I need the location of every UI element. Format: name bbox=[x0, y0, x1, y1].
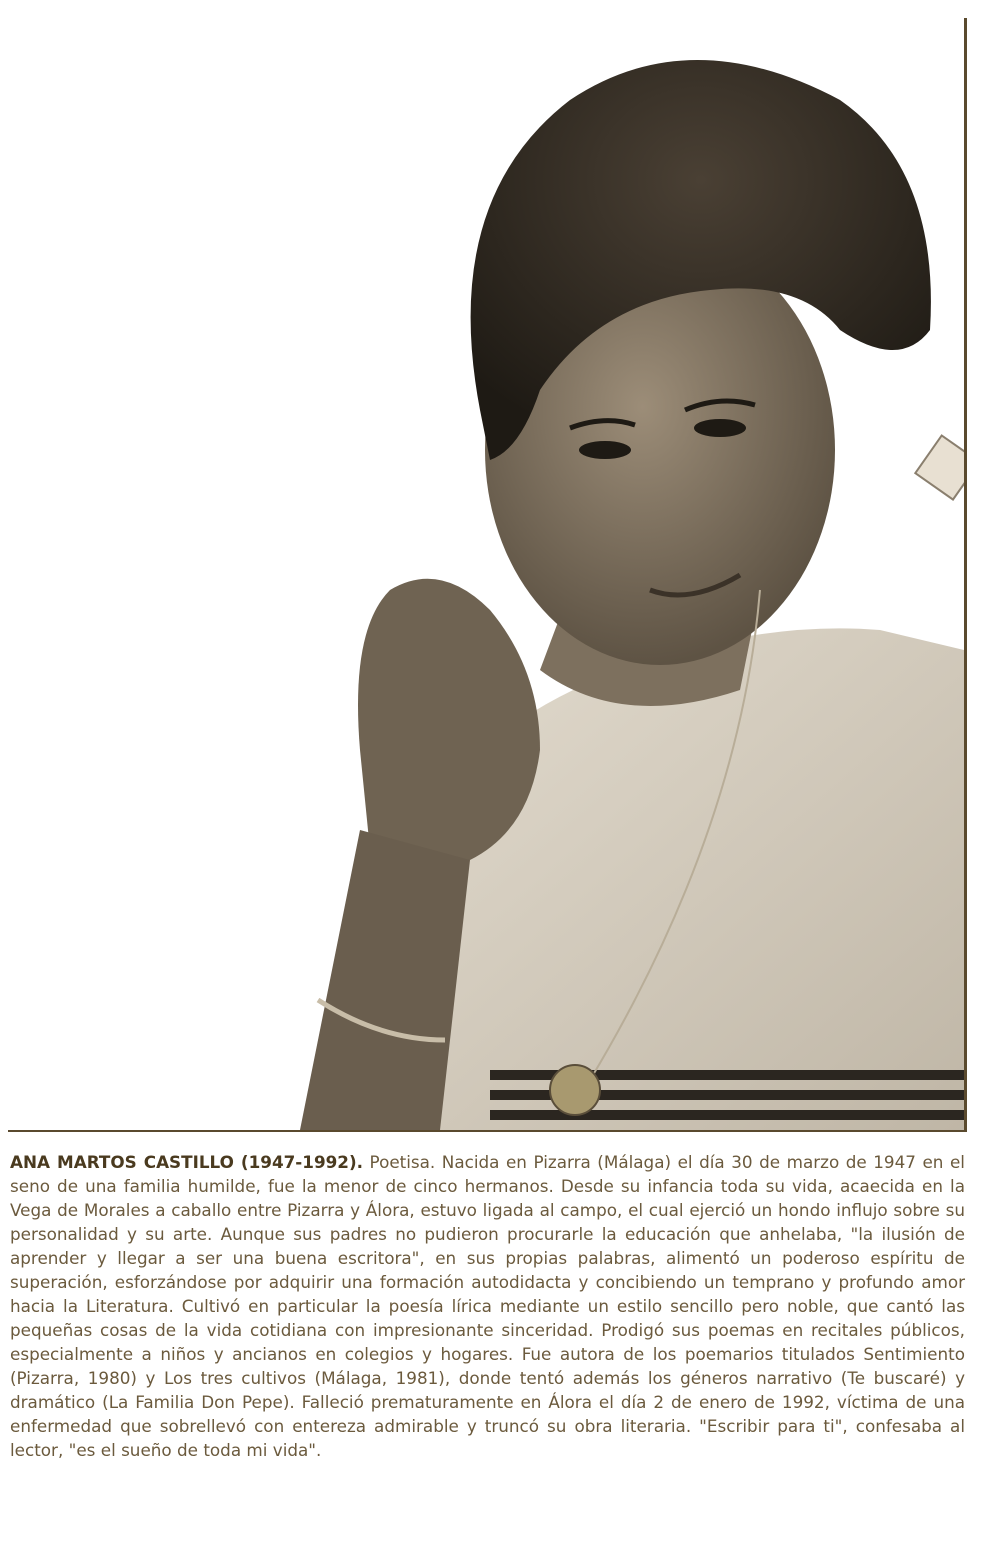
portrait-photo bbox=[240, 30, 964, 1130]
horizontal-divider bbox=[8, 1130, 967, 1132]
biography-text: Poetisa. Nacida en Pizarra (Málaga) el día 30 de marzo de 1947 en el seno de una familia humilde, fue la menor de cinco hermanos. Desde su infancia toda su vida, acaecida en la Vega de Morales a caballo entre Pizarra y Álora, estuvo ligada al campo, el cual ejerció un hondo influjo sobre su personalidad y su arte. Aunque sus padres no pudieron procurarle la educación que anhelaba, "la ilusión de aprender y llegar a ser una buena escritora", en sus propias palabras, alimentó un poderoso espíritu de superación, esforzándose por adquirir una formación autodidacta y concibiendo un temprano y profundo amor hacia la Literatura. Cultivó en particular la poesía lírica mediante un estilo sencillo pero noble, que cantó las pequeñas cosas de la vida cotidiana con impresionante sinceridad. Prodigó sus poemas en recitales públicos, especialmente a niños y ancianos en colegios y hogares. Fue autora de los poemarios titulados Sentimiento (Pizarra, 1980) y Los tres cultivos (Málaga, 1981), donde tentó además los géneros narrativo (Te buscaré) y dramático (La Familia Don Pepe). Falleció prematuramente en Álora el día 2 de enero de 1992, víctima de una enfermedad que sobrellevó con entereza admirable y truncó su obra literaria. "Escribir para ti", confesaba al lector, "es el sueño de toda mi vida". bbox=[10, 1152, 965, 1460]
vertical-divider bbox=[964, 18, 967, 1130]
person-name-heading: ANA MARTOS CASTILLO (1947-1992). bbox=[10, 1152, 364, 1172]
biography-caption bbox=[10, 1150, 965, 1545]
portrait-photo-icon bbox=[240, 30, 964, 1130]
